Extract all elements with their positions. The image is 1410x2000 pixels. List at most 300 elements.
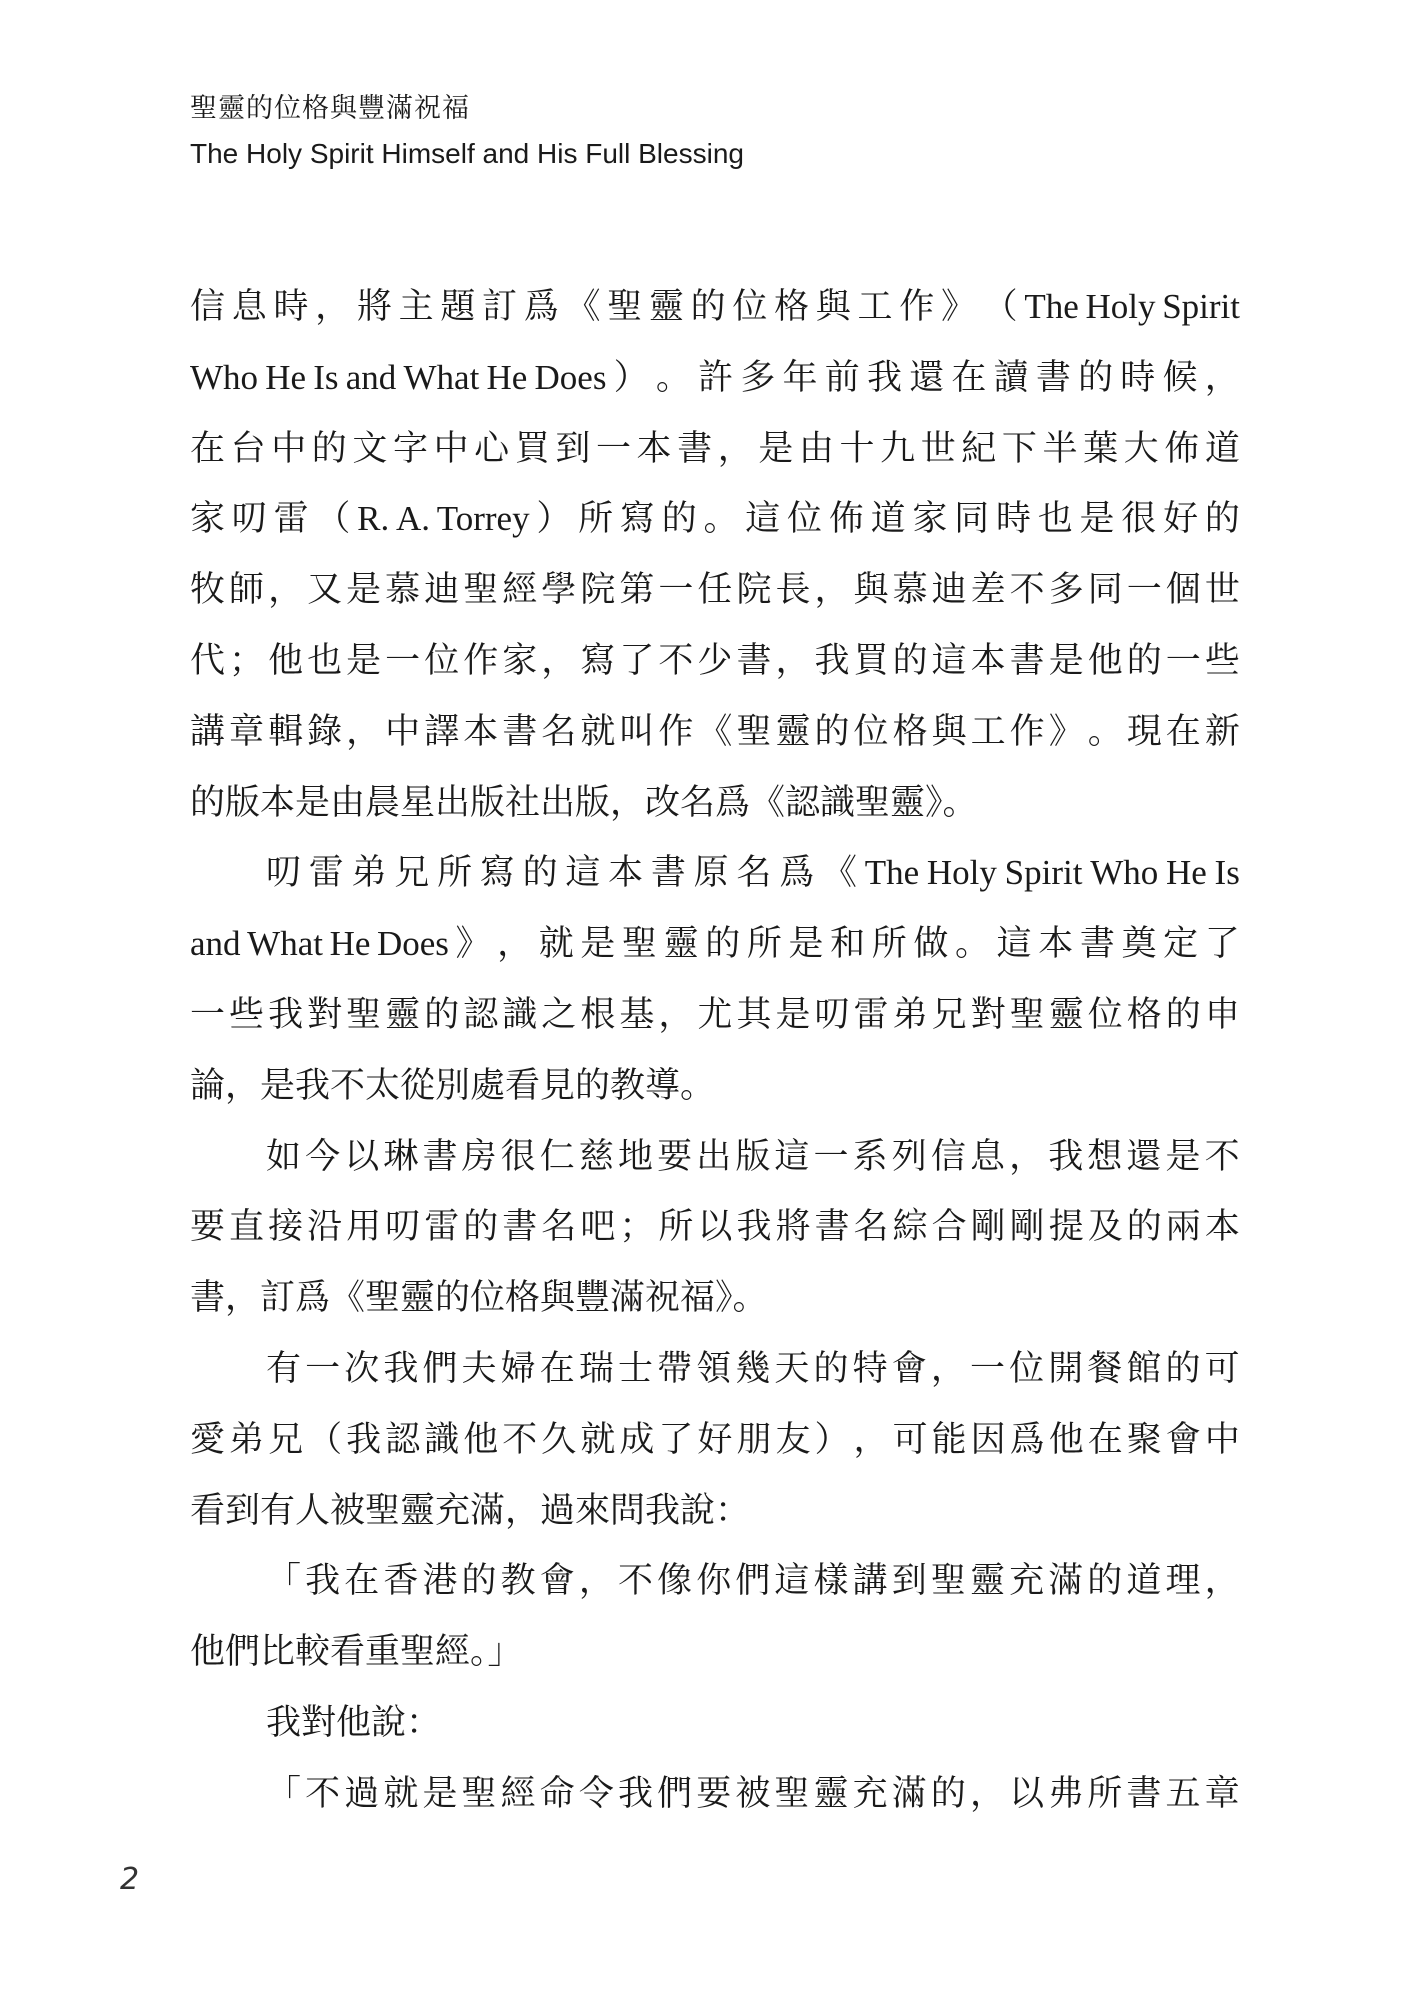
glyph: ， [775, 640, 811, 680]
text-line [190, 1759, 1240, 1830]
glyph: 滿 [1048, 1561, 1084, 1601]
glyph: 愛 [190, 1419, 226, 1459]
glyph: 「 [266, 1561, 302, 1601]
glyph: 還 [909, 357, 945, 397]
glyph: 由 [798, 428, 834, 468]
glyph: 同 [1087, 570, 1123, 610]
glyph: 奠 [1121, 924, 1157, 964]
glyph: 沿 [307, 1207, 343, 1247]
glyph: 家 [502, 640, 538, 680]
glyph: 版 [735, 1136, 771, 1176]
glyph: 不 [305, 1773, 341, 1813]
glyph: 合 [931, 1207, 967, 1247]
glyph: 這 [931, 640, 967, 680]
glyph: 寫 [479, 853, 515, 893]
book-title-chinese: 聖靈的位格與豐滿祝福 [190, 93, 470, 123]
glyph: 了 [658, 1419, 694, 1459]
text-line [190, 768, 1240, 839]
glyph: What [403, 357, 480, 397]
glyph: 成 [619, 1419, 655, 1459]
glyph: ， [268, 570, 304, 610]
glyph: 香 [383, 1561, 419, 1601]
line-text: 他們比較看重聖經。」 [190, 1632, 523, 1672]
glyph: 友 [775, 1419, 811, 1459]
glyph: 對 [307, 994, 343, 1034]
glyph: 下 [1001, 428, 1037, 468]
glyph: Spirit [1162, 287, 1240, 326]
glyph: 與 [853, 570, 889, 610]
glyph: and [345, 357, 397, 397]
glyph: 我 [268, 994, 304, 1034]
glyph: 很 [500, 1136, 536, 1176]
glyph: 叨 [385, 1207, 421, 1247]
glyph: 理 [1165, 1561, 1201, 1601]
glyph: 中 [271, 428, 307, 468]
glyph: 會 [539, 1561, 575, 1601]
glyph: 他 [463, 1419, 499, 1459]
text-line [190, 838, 1240, 909]
glyph: 書 [814, 1207, 850, 1247]
glyph: ， [1009, 1136, 1045, 1176]
glyph: 在 [539, 1348, 575, 1388]
glyph: 這 [745, 499, 781, 539]
glyph: 書 [736, 640, 772, 680]
glyph: 道 [1126, 1561, 1162, 1601]
glyph: 一 [190, 994, 226, 1034]
glyph: 要 [190, 1207, 226, 1247]
glyph: 有 [266, 1348, 302, 1388]
glyph: 所 [578, 499, 614, 539]
glyph: 將 [775, 1207, 811, 1247]
glyph: 代 [190, 640, 226, 680]
glyph: 學 [541, 570, 577, 610]
glyph: 是 [788, 924, 824, 964]
glyph: 定 [1163, 924, 1199, 964]
text-line [190, 484, 1240, 555]
glyph: Who [190, 357, 259, 397]
glyph: 家 [912, 499, 948, 539]
glyph: 差 [970, 570, 1006, 610]
glyph: ， [541, 640, 577, 680]
glyph: 申 [1204, 994, 1240, 1034]
glyph: 因 [970, 1419, 1006, 1459]
glyph: 本 [970, 640, 1006, 680]
glyph: 師 [229, 570, 265, 610]
glyph: 這 [774, 1136, 810, 1176]
glyph: 本 [1038, 924, 1074, 964]
glyph: 對 [970, 994, 1006, 1034]
glyph: 是 [775, 994, 811, 1034]
glyph: 他 [1048, 1419, 1084, 1459]
glyph: 的 [690, 287, 726, 326]
glyph: 我 [383, 1348, 419, 1388]
glyph: 們 [735, 1561, 771, 1601]
glyph: 讀 [993, 357, 1029, 397]
glyph: 靈 [969, 1561, 1005, 1601]
glyph: 前 [824, 357, 860, 397]
glyph: 。 [955, 924, 991, 964]
text-line [190, 414, 1240, 485]
glyph: 一 [595, 428, 631, 468]
glyph: 聖 [607, 287, 643, 326]
glyph: 信 [930, 1136, 966, 1176]
text-line [190, 1405, 1240, 1476]
glyph: 道 [1204, 428, 1240, 468]
glyph: 他 [1087, 640, 1123, 680]
glyph: 的 [1126, 1207, 1162, 1247]
glyph: 五 [1165, 1773, 1201, 1813]
glyph: 想 [1087, 1136, 1123, 1176]
glyph: 其 [736, 994, 772, 1034]
glyph: 這 [996, 924, 1032, 964]
glyph: 被 [735, 1773, 771, 1813]
glyph: 文 [352, 428, 388, 468]
glyph: ， [969, 1773, 1005, 1813]
glyph: 聚 [1126, 1419, 1162, 1459]
glyph: 所 [658, 1207, 694, 1247]
glyph: 基 [619, 994, 655, 1034]
glyph: 的 [461, 1561, 497, 1601]
glyph: 作 [899, 287, 935, 326]
glyph: 工 [857, 287, 893, 326]
glyph: 直 [229, 1207, 265, 1247]
glyph: 領 [696, 1348, 732, 1388]
glyph: Holy [926, 853, 997, 893]
glyph: 綜 [892, 1207, 928, 1247]
glyph: ） [536, 499, 572, 539]
glyph: 世 [1204, 570, 1240, 610]
glyph: 到 [891, 1561, 927, 1601]
glyph: 與 [931, 711, 967, 751]
glyph: ） [613, 357, 649, 397]
glyph: 要 [657, 1136, 693, 1176]
glyph: 兄 [931, 994, 967, 1034]
glyph: 爲 [779, 853, 815, 893]
glyph: 次 [344, 1348, 380, 1388]
glyph: He [486, 357, 528, 397]
glyph: 的 [1165, 994, 1201, 1034]
glyph: 慕 [892, 570, 928, 610]
glyph: 不 [658, 640, 694, 680]
glyph: 章 [1204, 1773, 1240, 1813]
glyph: 叫 [619, 711, 655, 751]
glyph: 中 [433, 428, 469, 468]
glyph: 個 [1165, 570, 1201, 610]
glyph: 可 [892, 1419, 928, 1459]
glyph: 的 [522, 853, 558, 893]
glyph: 以 [1009, 1773, 1045, 1813]
glyph: 些 [1204, 640, 1240, 680]
glyph: 一 [385, 640, 421, 680]
glyph: 書 [1079, 924, 1115, 964]
glyph: 心 [474, 428, 510, 468]
glyph: ） [814, 1419, 850, 1459]
glyph: 們 [422, 1348, 458, 1388]
glyph: ， [853, 1419, 889, 1459]
glyph: 靈 [385, 994, 421, 1034]
glyph: 書 [677, 428, 713, 468]
glyph: 寫 [619, 499, 655, 539]
glyph: 命 [539, 1773, 575, 1813]
glyph: 新 [1204, 711, 1240, 751]
glyph: 像 [657, 1561, 693, 1601]
glyph: 提 [1048, 1207, 1084, 1247]
glyph: 靈 [663, 924, 699, 964]
glyph: 認 [385, 1419, 421, 1459]
glyph: 我 [1048, 1136, 1084, 1176]
glyph: 他 [268, 640, 304, 680]
glyph: 及 [1087, 1207, 1123, 1247]
glyph: 章 [229, 711, 265, 751]
glyph: 十 [839, 428, 875, 468]
glyph: 寫 [580, 640, 616, 680]
glyph: Who [1090, 853, 1159, 893]
glyph: 夫 [461, 1348, 497, 1388]
glyph: 系 [852, 1136, 888, 1176]
glyph: 我 [346, 1419, 382, 1459]
glyph: 原 [693, 853, 729, 893]
glyph: 一 [813, 1136, 849, 1176]
glyph: 牧 [190, 570, 226, 610]
page-number: 2 [120, 1862, 140, 1897]
glyph: 是 [580, 924, 616, 964]
glyph: 買 [853, 640, 889, 680]
glyph: 兄 [268, 1419, 304, 1459]
glyph: 雷 [273, 499, 309, 539]
glyph: 多 [1048, 570, 1084, 610]
glyph: 特 [852, 1348, 888, 1388]
glyph: He [265, 357, 307, 397]
glyph: 聖 [930, 1561, 966, 1601]
glyph: 滿 [891, 1773, 927, 1813]
glyph: 》 [1048, 711, 1084, 751]
glyph: 「 [266, 1773, 302, 1813]
glyph: 聖 [463, 570, 499, 610]
glyph: 久 [541, 1419, 577, 1459]
glyph: 大 [1123, 428, 1159, 468]
glyph: 是 [346, 640, 382, 680]
glyph: 的 [661, 499, 697, 539]
glyph: 兄 [394, 853, 430, 893]
glyph: 書 [1126, 1773, 1162, 1813]
glyph: 中 [1204, 1419, 1240, 1459]
glyph: 輯 [268, 711, 304, 751]
glyph: 就 [538, 924, 574, 964]
glyph: 們 [657, 1773, 693, 1813]
glyph: 的 [463, 1207, 499, 1247]
glyph: 的 [1165, 1348, 1201, 1388]
glyph: 婦 [500, 1348, 536, 1388]
glyph: 第 [619, 570, 655, 610]
glyph: 館 [1126, 1348, 1162, 1388]
glyph: 書 [502, 1207, 538, 1247]
glyph: 將 [356, 287, 392, 326]
glyph: 聖 [1009, 994, 1045, 1034]
glyph: 叨 [231, 499, 267, 539]
glyph: 道 [870, 499, 906, 539]
glyph: 雷 [853, 994, 889, 1034]
glyph: 接 [268, 1207, 304, 1247]
glyph: 過 [344, 1773, 380, 1813]
glyph: 經 [500, 1773, 536, 1813]
glyph: 不 [502, 1419, 538, 1459]
glyph: 一 [1165, 640, 1201, 680]
glyph: 在 [1087, 1419, 1123, 1459]
glyph: 是 [1048, 640, 1084, 680]
glyph: ， [497, 924, 533, 964]
glyph: 本 [463, 711, 499, 751]
glyph: 《 [821, 853, 857, 893]
glyph: 不 [1009, 570, 1045, 610]
glyph: 時 [1120, 357, 1156, 397]
glyph: What [247, 924, 323, 964]
glyph: 你 [696, 1561, 732, 1601]
glyph: 年 [782, 357, 818, 397]
glyph: 《 [565, 287, 601, 326]
glyph: ， [1204, 1561, 1240, 1601]
glyph: 之 [541, 994, 577, 1034]
glyph: Is [313, 357, 339, 397]
glyph: 講 [190, 711, 226, 751]
glyph: 識 [502, 994, 538, 1034]
glyph: 雷 [424, 1207, 460, 1247]
glyph: 一 [658, 570, 694, 610]
glyph: 如 [266, 1136, 302, 1176]
text-line [190, 343, 1240, 414]
glyph: 講 [852, 1561, 888, 1601]
glyph: 是 [758, 428, 794, 468]
glyph: ， [717, 428, 753, 468]
glyph: 我 [305, 1561, 341, 1601]
text-line [190, 909, 1240, 980]
glyph: 紀 [961, 428, 997, 468]
glyph: 書 [422, 1136, 458, 1176]
glyph: 工 [970, 711, 1006, 751]
text-line [190, 1334, 1240, 1405]
text-line [190, 1476, 1240, 1547]
glyph: 許 [698, 357, 734, 397]
glyph: 士 [617, 1348, 653, 1388]
glyph: 世 [920, 428, 956, 468]
glyph: 教 [500, 1561, 536, 1601]
glyph: 同 [954, 499, 990, 539]
glyph: The [1024, 287, 1079, 326]
glyph: 信 [190, 287, 226, 326]
glyph: 我 [736, 1207, 772, 1247]
glyph: 就 [580, 1419, 616, 1459]
glyph: 用 [346, 1207, 382, 1247]
glyph: 台 [230, 428, 266, 468]
glyph: 譯 [424, 711, 460, 751]
glyph: 剛 [970, 1207, 1006, 1247]
glyph: 也 [1037, 499, 1073, 539]
glyph: 樣 [813, 1561, 849, 1601]
glyph: 這 [565, 853, 601, 893]
glyph: ； [229, 640, 265, 680]
glyph: Holy [1085, 287, 1156, 326]
glyph: 迪 [931, 570, 967, 610]
glyph: 好 [1163, 499, 1199, 539]
glyph: 開 [1048, 1348, 1084, 1388]
glyph: 可 [1204, 1348, 1240, 1388]
glyph: 迪 [424, 570, 460, 610]
glyph: 任 [697, 570, 733, 610]
glyph: 叨 [814, 994, 850, 1034]
glyph: 字 [392, 428, 428, 468]
glyph: 會 [1165, 1419, 1201, 1459]
glyph: 的 [1126, 640, 1162, 680]
glyph: 是 [422, 1773, 458, 1813]
glyph: 時 [995, 499, 1031, 539]
glyph: ， [930, 1348, 966, 1388]
glyph: R. [357, 499, 390, 539]
glyph: 很 [1121, 499, 1157, 539]
glyph: 靈 [775, 711, 811, 751]
glyph: 以 [344, 1136, 380, 1176]
glyph: 不 [617, 1561, 653, 1601]
glyph: 書 [1035, 357, 1071, 397]
glyph: 琳 [383, 1136, 419, 1176]
glyph: 天 [774, 1348, 810, 1388]
glyph: 一 [1126, 570, 1162, 610]
glyph: 現 [1126, 711, 1162, 751]
glyph: 是 [1165, 1136, 1201, 1176]
glyph: 令 [578, 1773, 614, 1813]
glyph: 一 [305, 1348, 341, 1388]
glyph: 叨 [266, 853, 302, 893]
glyph: 又 [307, 570, 343, 610]
glyph: 房 [461, 1136, 497, 1176]
glyph: 能 [931, 1419, 967, 1459]
glyph: 位 [787, 499, 823, 539]
glyph: 訂 [482, 287, 518, 326]
glyph: 所 [437, 853, 473, 893]
glyph: ； [619, 1207, 655, 1247]
text-line [190, 1122, 1240, 1193]
body-text [190, 272, 1240, 1830]
glyph: ， [315, 287, 351, 326]
line-text: 書，訂爲《聖靈的位格與豐滿祝福》。 [190, 1278, 768, 1318]
text-line [190, 1051, 1240, 1122]
glyph: 港 [422, 1561, 458, 1601]
glyph: 在 [344, 1561, 380, 1601]
glyph: 格 [1126, 994, 1162, 1034]
glyph: 在 [190, 428, 226, 468]
glyph: 的 [930, 1773, 966, 1813]
glyph: 本 [1204, 1207, 1240, 1247]
glyph: 名 [541, 711, 577, 751]
glyph: 了 [619, 640, 655, 680]
glyph: 格 [774, 287, 810, 326]
glyph: A. [396, 499, 431, 539]
glyph: 多 [740, 357, 776, 397]
glyph: 吧 [580, 1207, 616, 1247]
glyph: 兩 [1165, 1207, 1201, 1247]
glyph: 我 [617, 1773, 653, 1813]
glyph: 弟 [351, 853, 387, 893]
glyph: 買 [514, 428, 550, 468]
glyph: 》 [455, 924, 491, 964]
text-line [190, 1617, 1240, 1688]
text-line [190, 697, 1240, 768]
text-line [190, 1546, 1240, 1617]
glyph: 聖 [346, 994, 382, 1034]
glyph: 是 [346, 570, 382, 610]
text-line [190, 980, 1240, 1051]
glyph: 餐 [1087, 1348, 1123, 1388]
glyph: 中 [385, 711, 421, 751]
glyph: 位 [424, 640, 460, 680]
